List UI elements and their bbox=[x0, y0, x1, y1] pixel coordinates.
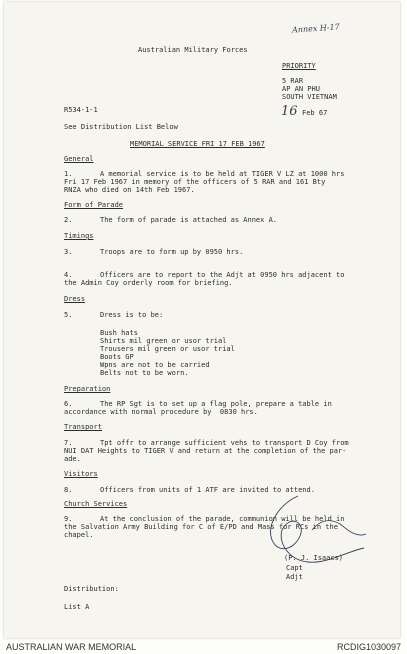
org-heading: Australian Military Forces bbox=[138, 46, 248, 54]
section-heading-visitors: Visitors bbox=[64, 470, 98, 478]
para-line: Dress is to be: bbox=[100, 311, 164, 319]
para-line: ade. bbox=[64, 455, 81, 463]
para-number: 5. bbox=[64, 311, 73, 319]
distribution-label: Distribution: bbox=[64, 585, 119, 593]
priority-label: PRIORITY bbox=[282, 62, 316, 70]
para-line: Officers from units of 1 ATF are invited to attend. bbox=[100, 486, 315, 494]
section-heading-form: Form of Parade bbox=[64, 201, 124, 209]
date-month-year: Feb 67 bbox=[302, 109, 328, 117]
dress-item: Boots GP bbox=[100, 353, 134, 361]
distribution-line: See Distribution List Below bbox=[64, 123, 178, 131]
file-reference: R534-1-1 bbox=[64, 106, 98, 114]
para-line: Tpt offr to arrange sufficient vehs to transport D Coy from bbox=[100, 439, 349, 447]
signatory-name: (P. J. Isaacs) bbox=[284, 554, 344, 562]
para-line: accordance with normal procedure by 0830 hrs. bbox=[64, 408, 258, 416]
section-heading-transport: Transport bbox=[64, 423, 102, 431]
dress-item: Shirts mil green or usor trial bbox=[100, 337, 227, 345]
handwritten-annotation: Annex H-17 bbox=[291, 22, 340, 35]
para-number: 8. bbox=[64, 486, 73, 494]
para-number: 3. bbox=[64, 248, 73, 256]
date-day-handwritten: 16 bbox=[281, 104, 298, 119]
para-line: A memorial service is to be held at TIGER V LZ at 1000 hrs bbox=[100, 170, 345, 178]
para-line: Officers are to report to the Adjt at 0950 hrs adjacent to bbox=[100, 271, 345, 279]
archive-footer-right: RCDIG1030097 bbox=[336, 642, 401, 652]
section-heading-church: Church Services bbox=[64, 500, 128, 508]
para-line: the Admin Coy orderly room for briefing. bbox=[64, 279, 233, 287]
para-number: 6. bbox=[64, 400, 73, 408]
para-line: the Salvation Army Building for C of E/PD and Mass for RCs in the bbox=[64, 523, 338, 531]
dress-item: Trousers mil green or usor trial bbox=[100, 345, 235, 353]
document-page bbox=[4, 2, 400, 638]
para-line: chapel. bbox=[64, 531, 94, 539]
section-heading-preparation: Preparation bbox=[64, 385, 111, 393]
para-line: The RP Sgt is to set up a flag pole, prepare a table in bbox=[100, 400, 332, 408]
unit-line: SOUTH VIETNAM bbox=[282, 93, 337, 101]
dress-item: Bush hats bbox=[100, 329, 138, 337]
archive-footer-left: AUSTRALIAN WAR MEMORIAL bbox=[6, 642, 137, 652]
signatory-appointment: Adjt bbox=[286, 573, 303, 581]
unit-line: 5 RAR bbox=[282, 77, 304, 85]
para-number: 7. bbox=[64, 439, 73, 447]
para-line: RNZA who died on 14th Feb 1967. bbox=[64, 186, 195, 194]
section-heading-dress: Dress bbox=[64, 295, 86, 303]
para-line: Fri 17 Feb 1967 in memory of the officers of 5 RAR and 161 Bty bbox=[64, 178, 326, 186]
para-number: 4. bbox=[64, 271, 73, 279]
section-heading-timings: Timings bbox=[64, 232, 94, 240]
signatory-rank: Capt bbox=[286, 564, 303, 572]
para-number: 9. bbox=[64, 515, 73, 523]
section-heading-general: General bbox=[64, 155, 94, 163]
distribution-list: List A bbox=[64, 603, 90, 611]
para-line: Troops are to form up by 0950 hrs. bbox=[100, 248, 244, 256]
para-number: 1. bbox=[64, 170, 73, 178]
dress-item: Belts not to be worn. bbox=[100, 369, 189, 377]
para-line: At the conclusion of the parade, communion will be held in bbox=[100, 515, 345, 523]
dress-item: Wpns are not to be carried bbox=[100, 361, 210, 369]
para-line: NUI DAT Heights to TIGER V and return at the completion of the par- bbox=[64, 447, 347, 455]
para-line: The form of parade is attached as Annex A. bbox=[100, 216, 278, 224]
para-number: 2. bbox=[64, 216, 73, 224]
unit-line: AP AN PHU bbox=[282, 85, 320, 93]
memo-title: MEMORIAL SERVICE FRI 17 FEB 1967 bbox=[130, 140, 265, 148]
